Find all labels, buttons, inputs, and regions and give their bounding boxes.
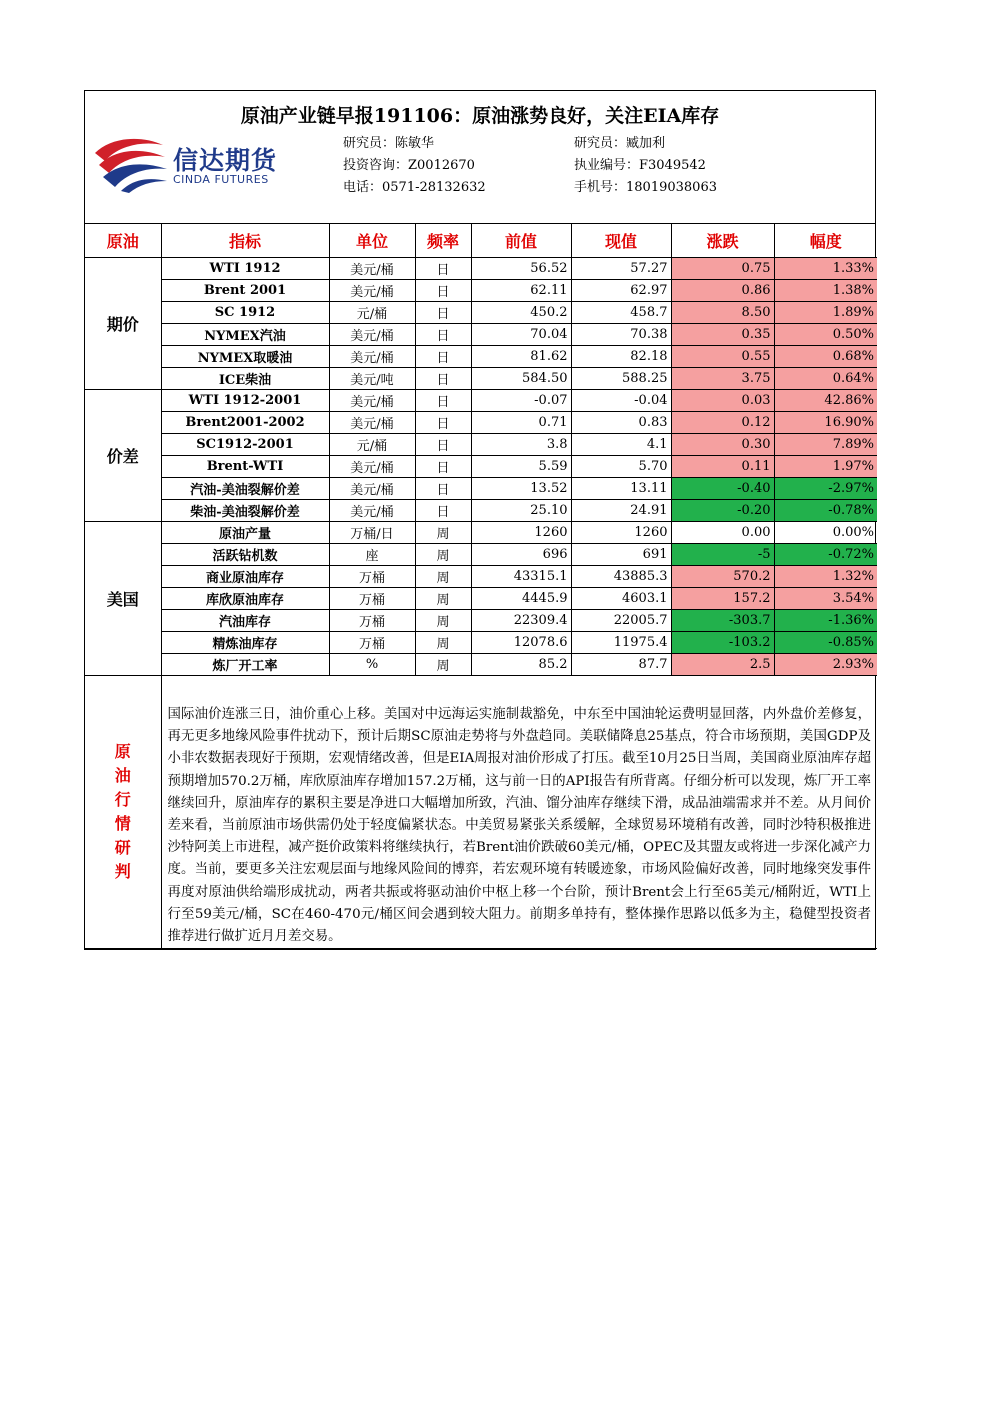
table-row (85, 346, 877, 368)
change-cell: 2.5 (671, 654, 774, 676)
current-value-cell: 43885.3 (571, 566, 671, 588)
change-cell: -103.2 (671, 632, 774, 654)
column-header-previous: 前值 (471, 224, 571, 258)
unit-cell: % (329, 654, 415, 676)
unit-cell: 美元/桶 (329, 258, 415, 280)
frequency-cell: 周 (415, 610, 471, 632)
unit-cell: 万桶 (329, 566, 415, 588)
analyst-license: 执业编号：F3049542 (574, 158, 706, 173)
current-value-cell: 11975.4 (571, 632, 671, 654)
unit-cell: 美元/桶 (329, 346, 415, 368)
analyst-info-right (574, 133, 717, 199)
change-cell: 0.35 (671, 324, 774, 346)
indicator-cell: 精炼油库存 (161, 632, 329, 654)
indicator-cell: Brent 2001 (161, 280, 329, 302)
frequency-cell: 周 (415, 654, 471, 676)
percent-change-cell: 1.33% (774, 258, 877, 280)
current-value-cell: 87.7 (571, 654, 671, 676)
frequency-cell: 日 (415, 258, 471, 280)
table-row (85, 302, 877, 324)
indicator-cell: SC1912-2001 (161, 434, 329, 456)
analyst-name: 研究员：陈敏华 (343, 136, 435, 151)
change-cell: 0.12 (671, 412, 774, 434)
indicator-cell: 库欣原油库存 (161, 588, 329, 610)
column-header-unit: 单位 (329, 224, 415, 258)
unit-cell: 万桶 (329, 610, 415, 632)
unit-cell: 美元/桶 (329, 478, 415, 500)
current-value-cell: 691 (571, 544, 671, 566)
analyst-name: 研究员：臧加利 (574, 136, 666, 151)
current-value-cell: 24.91 (571, 500, 671, 522)
frequency-cell: 日 (415, 412, 471, 434)
unit-cell: 美元/桶 (329, 500, 415, 522)
table-row (85, 478, 877, 500)
table-row (85, 258, 877, 280)
unit-cell: 美元/吨 (329, 368, 415, 390)
table-row (85, 368, 877, 390)
frequency-cell: 日 (415, 500, 471, 522)
previous-value-cell: 1260 (471, 522, 571, 544)
indicator-cell: 柴油-美油裂解价差 (161, 500, 329, 522)
analyst-license: 投资咨询：Z0012670 (343, 158, 475, 173)
previous-value-cell: 43315.1 (471, 566, 571, 588)
table-row (85, 412, 877, 434)
unit-cell: 座 (329, 544, 415, 566)
report-header (85, 91, 875, 224)
unit-cell: 美元/桶 (329, 390, 415, 412)
table-header-row (85, 224, 877, 258)
analyst-info-left (343, 133, 486, 199)
commentary-row (85, 676, 877, 949)
current-value-cell: 4.1 (571, 434, 671, 456)
change-cell: 0.30 (671, 434, 774, 456)
percent-change-cell: 3.54% (774, 588, 877, 610)
table-row (85, 434, 877, 456)
frequency-cell: 周 (415, 544, 471, 566)
unit-cell: 美元/桶 (329, 324, 415, 346)
change-cell: 157.2 (671, 588, 774, 610)
frequency-cell: 周 (415, 522, 471, 544)
current-value-cell: 82.18 (571, 346, 671, 368)
indicator-cell: 炼厂开工率 (161, 654, 329, 676)
percent-change-cell: -1.36% (774, 610, 877, 632)
column-header-current: 现值 (571, 224, 671, 258)
column-header-change: 涨跌 (671, 224, 774, 258)
crude-oil-morning-report (84, 90, 876, 950)
indicator-cell: 商业原油库存 (161, 566, 329, 588)
percent-change-cell: 7.89% (774, 434, 877, 456)
table-row (85, 500, 877, 522)
indicator-cell: WTI 1912 (161, 258, 329, 280)
commentary-text: 国际油价连涨三日，油价重心上移。美国对中远海运实施制裁豁免，中东至中国油轮运费明显回落，内外盘价差修复，再无更多地缘风险事件扰动下，预计后期SC原油走势将与外盘趋同。美联储降息25基点，符合市场预期，美国GDP及小非农数据表现好于预期，宏观情绪改善，但是EIA周报对油价形成了打压。截至10月25日当周，美国商业原油库存超预期增加570.2万桶，库欣原油库存增加157.2万桶，这与前一日的API报告有所背离。仔细分析可以发现，炼厂开工率继续回升，原油库存的累积主要是净进口大幅增加所致，汽油、馏分油库存继续下滑，成品油端需求并不差。从月间价差来看，当前原油市场供需仍处于轻度偏紧状态。中美贸易紧张关系缓解，全球贸易环境稍有改善，同时沙特积极推进沙特阿美上市进程，减产挺价政策料将继续执行，若Brent油价跌破60美元/桶，OPEC及其盟友或将进一步深化减产力度。当前，要更多关注宏观层面与地缘风险间的博弈，若宏观环境有转暖迹象，市场风险偏好改善，同时地缘突发事件再度对原油供给端形成扰动，两者共振或将驱动油价中枢上移一个台阶，预计Brent会上行至65美元/桶附近，WTI上行至59美元/桶，SC在460-470元/桶区间会遇到较大阻力。前期多单持有，整体操作思路以低多为主，稳健型投资者推荐进行做扩近月月差交易。 (161, 676, 877, 949)
unit-cell: 万桶 (329, 588, 415, 610)
percent-change-cell: 1.89% (774, 302, 877, 324)
unit-cell: 美元/桶 (329, 456, 415, 478)
column-header-indicator: 指标 (161, 224, 329, 258)
percent-change-cell: -0.85% (774, 632, 877, 654)
current-value-cell: 70.38 (571, 324, 671, 346)
percent-change-cell: 2.93% (774, 654, 877, 676)
table-row (85, 456, 877, 478)
indicator-cell: SC 1912 (161, 302, 329, 324)
previous-value-cell: 5.59 (471, 456, 571, 478)
table-row (85, 544, 877, 566)
indicator-cell: ICE柴油 (161, 368, 329, 390)
logo-english-text: CINDA FUTURES (173, 173, 269, 186)
previous-value-cell: 0.71 (471, 412, 571, 434)
percent-change-cell: -0.72% (774, 544, 877, 566)
change-cell: -303.7 (671, 610, 774, 632)
column-header-category: 原油 (85, 224, 161, 258)
frequency-cell: 日 (415, 346, 471, 368)
previous-value-cell: 3.8 (471, 434, 571, 456)
logo-chinese-text: 信达期货 (173, 146, 278, 175)
previous-value-cell: -0.07 (471, 390, 571, 412)
frequency-cell: 日 (415, 478, 471, 500)
frequency-cell: 日 (415, 390, 471, 412)
percent-change-cell: 1.97% (774, 456, 877, 478)
percent-change-cell: 0.50% (774, 324, 877, 346)
unit-cell: 元/桶 (329, 434, 415, 456)
percent-change-cell: 1.38% (774, 280, 877, 302)
frequency-cell: 日 (415, 456, 471, 478)
change-cell: 8.50 (671, 302, 774, 324)
report-title: 原油产业链早报191106：原油涨势良好，关注EIA库存 (240, 105, 720, 127)
group-label: 期价 (85, 258, 161, 390)
change-cell: 0.00 (671, 522, 774, 544)
percent-change-cell: 0.64% (774, 368, 877, 390)
previous-value-cell: 12078.6 (471, 632, 571, 654)
previous-value-cell: 696 (471, 544, 571, 566)
current-value-cell: 0.83 (571, 412, 671, 434)
frequency-cell: 日 (415, 368, 471, 390)
frequency-cell: 日 (415, 302, 471, 324)
indicator-cell: WTI 1912-2001 (161, 390, 329, 412)
previous-value-cell: 450.2 (471, 302, 571, 324)
current-value-cell: 13.11 (571, 478, 671, 500)
indicator-cell: 活跃钻机数 (161, 544, 329, 566)
unit-cell: 元/桶 (329, 302, 415, 324)
cinda-swoosh-icon (91, 135, 169, 195)
current-value-cell: -0.04 (571, 390, 671, 412)
current-value-cell: 22005.7 (571, 610, 671, 632)
table-row (85, 522, 877, 544)
unit-cell: 美元/桶 (329, 412, 415, 434)
percent-change-cell: -2.97% (774, 478, 877, 500)
current-value-cell: 588.25 (571, 368, 671, 390)
change-cell: 570.2 (671, 566, 774, 588)
previous-value-cell: 25.10 (471, 500, 571, 522)
change-cell: 0.86 (671, 280, 774, 302)
table-row (85, 324, 877, 346)
analyst-phone: 电话：0571-28132632 (343, 180, 486, 195)
indicator-cell: 汽油库存 (161, 610, 329, 632)
frequency-cell: 周 (415, 588, 471, 610)
group-label: 美国 (85, 522, 161, 676)
previous-value-cell: 85.2 (471, 654, 571, 676)
table-row (85, 280, 877, 302)
unit-cell: 万桶 (329, 632, 415, 654)
indicator-cell: Brent2001-2002 (161, 412, 329, 434)
change-cell: -0.20 (671, 500, 774, 522)
percent-change-cell: 0.68% (774, 346, 877, 368)
table-row (85, 566, 877, 588)
change-cell: -5 (671, 544, 774, 566)
current-value-cell: 5.70 (571, 456, 671, 478)
indicator-cell: NYMEX取暖油 (161, 346, 329, 368)
change-cell: 0.75 (671, 258, 774, 280)
previous-value-cell: 4445.9 (471, 588, 571, 610)
frequency-cell: 周 (415, 632, 471, 654)
current-value-cell: 1260 (571, 522, 671, 544)
current-value-cell: 4603.1 (571, 588, 671, 610)
unit-cell: 美元/桶 (329, 280, 415, 302)
previous-value-cell: 13.52 (471, 478, 571, 500)
frequency-cell: 日 (415, 434, 471, 456)
current-value-cell: 62.97 (571, 280, 671, 302)
table-row (85, 632, 877, 654)
previous-value-cell: 62.11 (471, 280, 571, 302)
unit-cell: 万桶/日 (329, 522, 415, 544)
change-cell: 3.75 (671, 368, 774, 390)
table-row (85, 588, 877, 610)
column-header-percent: 幅度 (774, 224, 877, 258)
indicator-cell: Brent-WTI (161, 456, 329, 478)
change-cell: 0.03 (671, 390, 774, 412)
percent-change-cell: 16.90% (774, 412, 877, 434)
frequency-cell: 周 (415, 566, 471, 588)
group-label: 价差 (85, 390, 161, 522)
previous-value-cell: 70.04 (471, 324, 571, 346)
commentary-label: 原 油 行 情 研 判 (85, 676, 161, 949)
current-value-cell: 458.7 (571, 302, 671, 324)
previous-value-cell: 56.52 (471, 258, 571, 280)
table-row (85, 390, 877, 412)
cinda-futures-logo (91, 135, 281, 195)
percent-change-cell: -0.78% (774, 500, 877, 522)
percent-change-cell: 0.00% (774, 522, 877, 544)
change-cell: 0.55 (671, 346, 774, 368)
indicator-cell: 原油产量 (161, 522, 329, 544)
percent-change-cell: 1.32% (774, 566, 877, 588)
analyst-phone: 手机号：18019038063 (574, 180, 717, 195)
indicator-cell: 汽油-美油裂解价差 (161, 478, 329, 500)
frequency-cell: 日 (415, 324, 471, 346)
indicator-cell: NYMEX汽油 (161, 324, 329, 346)
market-data-table (85, 224, 877, 949)
change-cell: 0.11 (671, 456, 774, 478)
column-header-frequency: 频率 (415, 224, 471, 258)
previous-value-cell: 22309.4 (471, 610, 571, 632)
current-value-cell: 57.27 (571, 258, 671, 280)
table-row (85, 610, 877, 632)
frequency-cell: 日 (415, 280, 471, 302)
previous-value-cell: 584.50 (471, 368, 571, 390)
previous-value-cell: 81.62 (471, 346, 571, 368)
percent-change-cell: 42.86% (774, 390, 877, 412)
table-row (85, 654, 877, 676)
change-cell: -0.40 (671, 478, 774, 500)
